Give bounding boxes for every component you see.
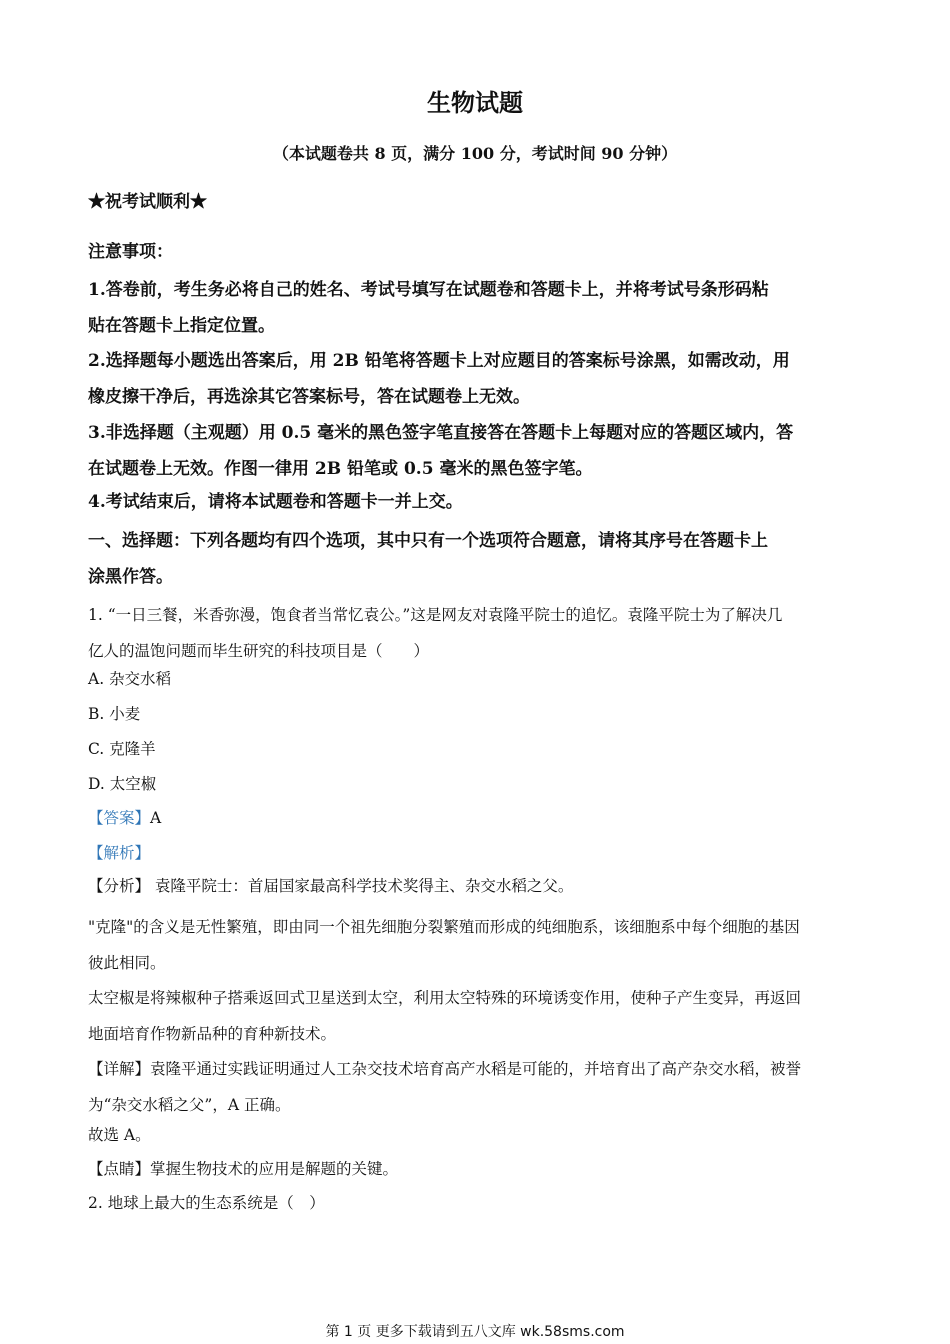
analysis-choice: 故选 A。 — [88, 1126, 151, 1144]
blessing-text: ★祝考试顺利★ — [88, 192, 207, 212]
notice-item-3 — [88, 415, 864, 487]
option-c: C. 克隆羊 — [88, 740, 156, 758]
notice-heading: 注意事项： — [88, 242, 173, 262]
notice-item-2 — [88, 343, 864, 415]
analysis-detail — [88, 1051, 864, 1123]
analysis-pepper — [88, 980, 864, 1052]
notice-item-3-line-1: 3.非选择题（主观题）用 0.5 毫米的黑色签字笔直接答在答题卡上每题对应的答题区域内，答 — [88, 423, 794, 443]
question-2-stem: 2. 地球上最大的生态系统是（ ） — [88, 1194, 325, 1212]
notice-item-1-line-1: 1.答卷前，考生务必将自己的姓名、考试号填写在试题卷和答题卡上，并将考试号条形码粘 — [88, 280, 769, 300]
notice-item-3-line-2: 在试题卷上无效。作图一律用 2B 铅笔或 0.5 毫米的黑色签字笔。 — [88, 459, 593, 479]
answer-value: A — [150, 809, 162, 827]
question-1-stem — [88, 597, 864, 669]
analysis-tag: 【解析】 — [88, 844, 151, 862]
analysis-fenxi: 【分析】 袁隆平院士：首届国家最高科学技术奖得主、杂交水稻之父。 — [88, 877, 574, 895]
analysis-pepper-line-2: 地面培育作物新品种的育种新技术。 — [88, 1025, 337, 1043]
analysis-dianjing: 【点睛】掌握生物技术的应用是解题的关键。 — [88, 1160, 399, 1178]
answer-row — [88, 806, 864, 830]
analysis-detail-line-1: 【详解】袁隆平通过实践证明通过人工杂交技术培育高产水稻是可能的，并培育出了高产杂交水稻，被誉 — [88, 1060, 802, 1078]
section-heading-line-2: 涂黑作答。 — [88, 567, 173, 587]
notice-item-4: 4.考试结束后，请将本试题卷和答题卡一并上交。 — [88, 492, 463, 512]
notice-item-2-line-2: 橡皮擦干净后，再选涂其它答案标号，答在试题卷上无效。 — [88, 387, 530, 407]
answer-tag: 【答案】 — [88, 809, 151, 827]
analysis-detail-line-2: 为“杂交水稻之父”，A 正确。 — [88, 1096, 291, 1114]
analysis-clone-line-1: "克隆"的含义是无性繁殖，即由同一个祖先细胞分裂繁殖而形成的纯细胞系，该细胞系中每个细胞的基因 — [88, 918, 800, 936]
option-a: A. 杂交水稻 — [88, 670, 172, 688]
analysis-clone-line-2: 彼此相同。 — [88, 954, 166, 972]
analysis-clone — [88, 909, 864, 981]
section-heading-line-1: 一、选择题：下列各题均有四个选项，其中只有一个选项符合题意，请将其序号在答题卡上 — [88, 531, 768, 551]
question-1-stem-line-2: 亿人的温饱问题而毕生研究的科技项目是（ ） — [88, 642, 430, 660]
option-d: D. 太空椒 — [88, 775, 157, 793]
notice-item-2-line-1: 2.选择题每小题选出答案后，用 2B 铅笔将答题卡上对应题目的答案标号涂黑，如需改动，用 — [88, 351, 790, 371]
analysis-pepper-line-1: 太空椒是将辣椒种子搭乘返回式卫星送到太空，利用太空特殊的环境诱变作用，使种子产生变异，再返回 — [88, 989, 802, 1007]
page-title: 生物试题 — [427, 88, 523, 117]
notice-item-1 — [88, 272, 864, 344]
page-subtitle: （本试题卷共 8 页，满分 100 分，考试时间 90 分钟） — [272, 144, 678, 163]
page-footer: 第 1 页 更多下载请到五八文库 wk.58sms.com — [325, 1324, 625, 1340]
notice-item-1-line-2: 贴在答题卡上指定位置。 — [88, 316, 275, 336]
question-1-stem-line-1: 1. “一日三餐，米香弥漫，饱食者当常忆袁公。”这是网友对袁隆平院士的追忆。袁隆平院士为了解决几 — [88, 606, 783, 624]
section-heading — [88, 523, 864, 595]
option-b: B. 小麦 — [88, 705, 141, 723]
